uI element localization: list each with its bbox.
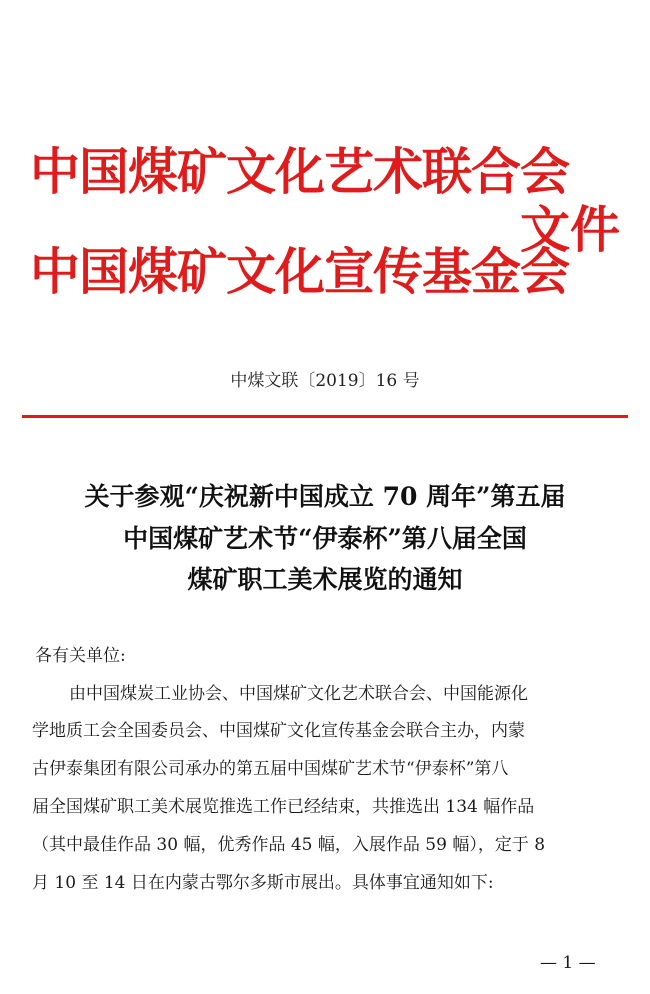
notice-title-line-3: 煤矿职工美术展览的通知 <box>187 565 463 594</box>
body-text-line: 月 10 至 14 日在内蒙古鄂尔多斯市展出。具体事宜通知如下: <box>32 873 494 893</box>
salutation: 各有关单位: <box>35 646 126 666</box>
issuing-org-line-1: 中国煤矿文化艺术联合会 <box>30 142 569 201</box>
body-text-line: 由中国煤炭工业协会、中国煤矿文化艺术联合会、中国能源化 <box>69 684 528 704</box>
body-text-line: （其中最佳作品 30 幅，优秀作品 45 幅，入展作品 59 幅），定于 8 <box>32 835 546 855</box>
page-number: — 1 — <box>540 953 596 973</box>
notice-title-line-1: 关于参观“庆祝新中国成立 70 周年”第五届 <box>84 482 566 511</box>
notice-title-line-2: 中国煤矿艺术节“伊泰杯”第八届全国 <box>123 524 527 553</box>
body-text-line: 学地质工会全国委员会、中国煤矿文化宣传基金会联合主办，内蒙 <box>32 721 525 741</box>
document-number: 中煤文联〔2019〕16 号 <box>230 371 420 391</box>
body-text-line: 届全国煤矿职工美术展览推选工作已经结束，共推选出 134 幅作品 <box>32 797 535 817</box>
body-text-line: 古伊泰集团有限公司承办的第五届中国煤矿艺术节“伊泰杯”第八 <box>32 759 509 779</box>
issuing-org-line-2: 中国煤矿文化宣传基金会 <box>30 242 569 301</box>
document-type-label: 文件 <box>520 200 620 259</box>
red-divider-line <box>22 415 628 418</box>
